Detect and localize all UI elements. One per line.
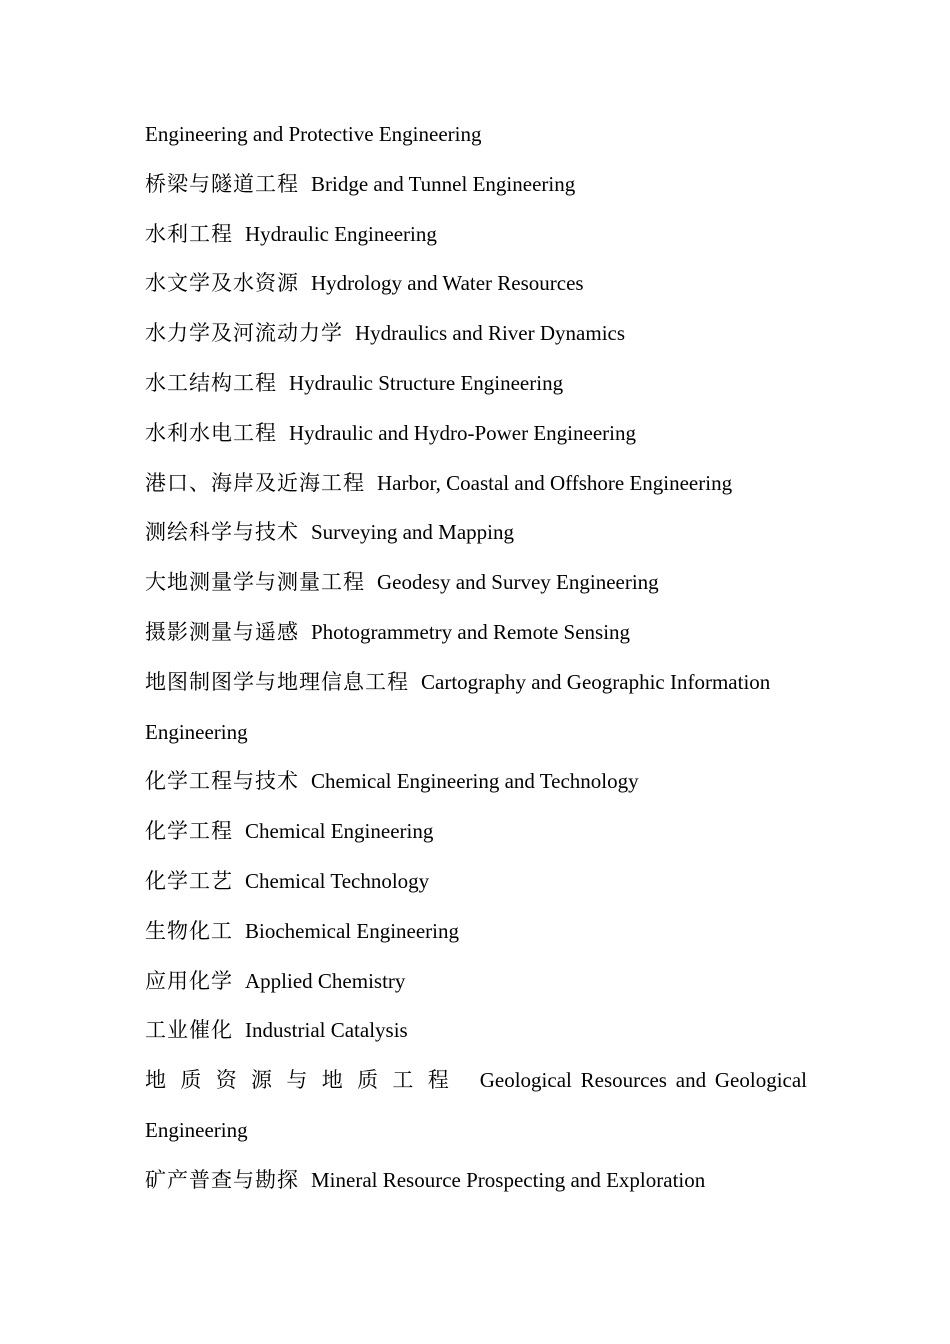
line-english: Bridge and Tunnel Engineering <box>311 171 576 196</box>
text-line <box>145 708 807 758</box>
text-line <box>145 259 807 309</box>
line-chinese: 地图制图学与地理信息工程 <box>145 669 409 694</box>
text-line <box>145 359 807 409</box>
text-line <box>145 1106 807 1156</box>
text-line <box>145 558 807 608</box>
line-chinese: 应用化学 <box>145 968 233 993</box>
line-english: Harbor, Coastal and Offshore Engineering <box>377 470 733 495</box>
line-chinese: 摄影测量与遥感 <box>145 619 299 644</box>
line-chinese: 生物化工 <box>145 918 233 943</box>
line-chinese: 化学工艺 <box>145 868 233 893</box>
line-english: Chemical Engineering <box>245 819 434 844</box>
line-english: Chemical Technology <box>245 868 430 893</box>
line-english: Hydraulic Engineering <box>245 221 437 246</box>
line-chinese: 港口、海岸及近海工程 <box>145 470 365 495</box>
text-line <box>145 608 807 658</box>
line-english: Engineering and Protective Engineering <box>145 122 482 146</box>
line-chinese: 水利工程 <box>145 221 233 246</box>
text-line <box>145 508 807 558</box>
line-english: Hydraulic Structure Engineering <box>289 370 564 395</box>
text-line <box>145 658 807 708</box>
line-chinese: 矿产普查与勘探 <box>145 1167 299 1192</box>
line-english: Hydraulics and River Dynamics <box>355 321 626 346</box>
line-chinese: 大地测量学与测量工程 <box>145 570 365 595</box>
line-english: Engineering <box>145 1117 248 1142</box>
line-english: Hydrology and Water Resources <box>311 271 584 296</box>
line-chinese: 地 质 资 源 与 地 质 工 程 <box>145 1068 454 1093</box>
text-line <box>145 459 807 509</box>
line-english: Cartography and Geographic Information <box>421 669 771 694</box>
document-page <box>145 110 807 1206</box>
line-english: Engineering <box>145 719 248 744</box>
line-english: Biochemical Engineering <box>245 918 460 943</box>
text-line <box>145 1006 807 1056</box>
line-chinese: 化学工程与技术 <box>145 769 299 794</box>
line-english: Geological Resources and Geological <box>479 1068 808 1093</box>
text-line <box>145 110 807 160</box>
text-line-justified <box>145 1056 807 1106</box>
text-line <box>145 160 807 210</box>
line-chinese: 水文学及水资源 <box>145 271 299 296</box>
text-line <box>145 1156 807 1206</box>
text-line <box>145 907 807 957</box>
text-line <box>145 757 807 807</box>
line-english: Photogrammetry and Remote Sensing <box>311 619 631 644</box>
line-chinese: 桥梁与隧道工程 <box>145 171 299 196</box>
line-english: Applied Chemistry <box>245 968 406 993</box>
line-chinese: 水利水电工程 <box>145 420 277 445</box>
line-chinese: 水工结构工程 <box>145 370 277 395</box>
line-english: Mineral Resource Prospecting and Exploration <box>311 1167 706 1192</box>
text-line <box>145 409 807 459</box>
text-line <box>145 957 807 1007</box>
line-english: Surveying and Mapping <box>311 520 514 545</box>
text-line <box>145 309 807 359</box>
line-chinese: 工业催化 <box>145 1018 233 1043</box>
line-chinese: 化学工程 <box>145 819 233 844</box>
line-chinese: 测绘科学与技术 <box>145 520 299 545</box>
text-line <box>145 807 807 857</box>
line-english: Hydraulic and Hydro-Power Engineering <box>289 420 636 445</box>
line-english: Industrial Catalysis <box>245 1018 408 1043</box>
text-line <box>145 857 807 907</box>
text-line <box>145 210 807 260</box>
line-chinese: 水力学及河流动力学 <box>145 321 343 346</box>
line-english: Chemical Engineering and Technology <box>311 769 639 794</box>
line-english: Geodesy and Survey Engineering <box>377 570 659 595</box>
